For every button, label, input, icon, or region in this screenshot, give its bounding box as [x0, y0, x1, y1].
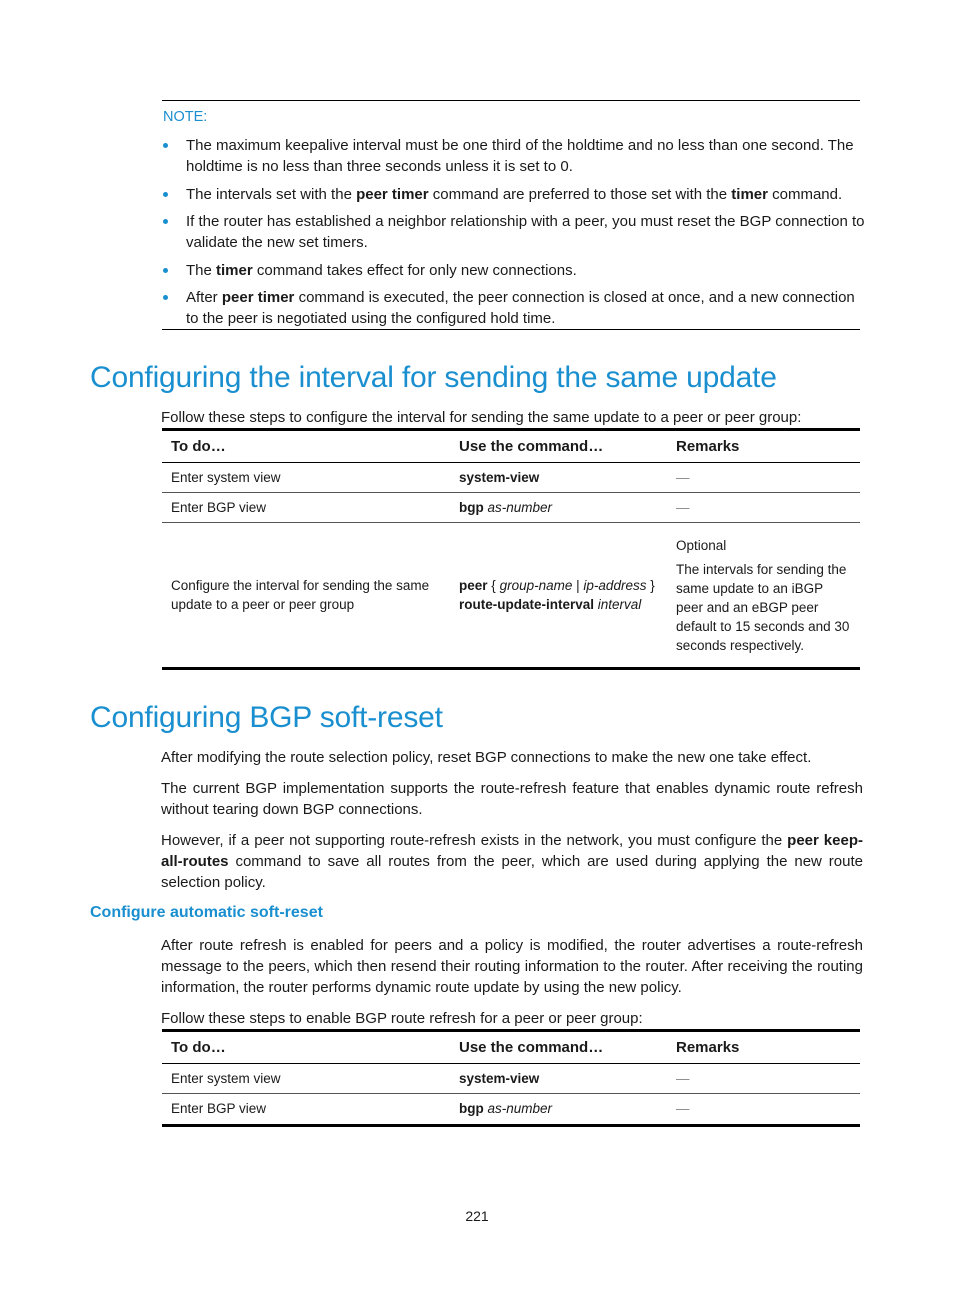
paragraph: After route refresh is enabled for peers and a policy is modified, the router advertises a route-refresh message to the peers, which then resend their routing information to the router. After receiving the routing information, the router performs dynamic route update by using the new policy.	[161, 937, 863, 996]
note-bullet-text: The maximum keepalive interval must be one third of the holdtime and no less than one second. The holdtime is no less than three seconds unless it is set to 0.	[186, 137, 854, 175]
command-cell: system-view	[450, 1064, 667, 1094]
table-row	[162, 523, 860, 668]
table-bottom-rule	[162, 1124, 860, 1127]
remark-cell	[667, 523, 860, 668]
command-table	[162, 431, 860, 668]
bullet-dot-icon	[163, 219, 168, 224]
paragraph: After modifying the route selection policy, reset BGP connections to make the new one take effect.	[161, 749, 812, 766]
todo-cell: Configure the interval for sending the same update to a peer or peer group	[171, 578, 430, 613]
note-top-rule	[162, 100, 860, 101]
todo-cell: Enter BGP view	[162, 493, 450, 523]
note-bullet-text: The intervals set with the peer timer command are preferred to those set with the timer command.	[186, 186, 843, 203]
command-cell: bgp as-number	[450, 493, 667, 523]
table-bottom-rule	[162, 667, 860, 670]
paragraph: The current BGP implementation supports the route-refresh feature that enables dynamic route refresh without tearing down BGP connections.	[161, 780, 863, 818]
remark-body: The intervals for sending the same update to an iBGP peer and an eBGP peer default to 15 seconds and 30 seconds respectively.	[676, 561, 850, 653]
todo-cell: Enter system view	[162, 1064, 450, 1094]
command-cell: peer { group-name | ip-address } route-update-interval interval	[459, 578, 655, 613]
table-row	[162, 463, 860, 493]
remark-cell: —	[667, 1064, 860, 1094]
column-header-remarks: Remarks	[667, 431, 860, 463]
table-row	[162, 493, 860, 523]
section-title: Configuring the interval for sending the same update	[90, 361, 777, 394]
table-row	[162, 1094, 860, 1124]
todo-cell: Enter BGP view	[171, 1101, 267, 1117]
bullet-dot-icon	[163, 192, 168, 197]
table-intro: Follow these steps to enable BGP route refresh for a peer or peer group:	[161, 1010, 643, 1027]
note-bullet-text: If the router has established a neighbor relationship with a peer, you must reset the BGP connection to validate the new set timers.	[186, 213, 865, 251]
note-bottom-rule	[162, 329, 860, 330]
remark-cell: —	[667, 463, 860, 493]
column-header-todo: To do…	[162, 431, 450, 463]
remark-cell: —	[676, 1101, 690, 1117]
note-label: NOTE:	[163, 109, 208, 125]
note-bullet-text: After peer timer command is executed, the peer connection is closed at once, and a new connection to the peer is negotiated using the configured hold time.	[186, 289, 855, 327]
table-header-row	[162, 1032, 860, 1064]
page-number: 221	[465, 1208, 489, 1224]
section-title: Configuring BGP soft-reset	[90, 701, 443, 734]
bullet-dot-icon	[163, 268, 168, 273]
subsection-title: Configure automatic soft-reset	[90, 904, 323, 921]
command-cell: system-view	[450, 463, 667, 493]
table-row	[162, 1064, 860, 1094]
table-header-row	[162, 431, 860, 463]
command-table	[162, 1032, 860, 1124]
bullet-dot-icon	[163, 295, 168, 300]
column-header-command: Use the command…	[450, 431, 667, 463]
note-bullet-text: The timer command takes effect for only new connections.	[186, 262, 577, 279]
column-header-todo: To do…	[162, 1032, 450, 1064]
column-header-command: Use the command…	[450, 1032, 667, 1064]
todo-cell: Enter system view	[162, 463, 450, 493]
column-header-remarks: Remarks	[667, 1032, 860, 1064]
command-cell: bgp as-number	[459, 1101, 553, 1117]
remark-title: Optional	[676, 537, 727, 553]
remark-cell: —	[667, 493, 860, 523]
bullet-dot-icon	[163, 143, 168, 148]
paragraph: However, if a peer not supporting route-refresh exists in the network, you must configure the peer keep-all-routes command to save all routes from the peer, which are used during applying the new route selection policy.	[161, 832, 863, 891]
section-intro: Follow these steps to configure the interval for sending the same update to a peer or peer group:	[161, 409, 802, 426]
